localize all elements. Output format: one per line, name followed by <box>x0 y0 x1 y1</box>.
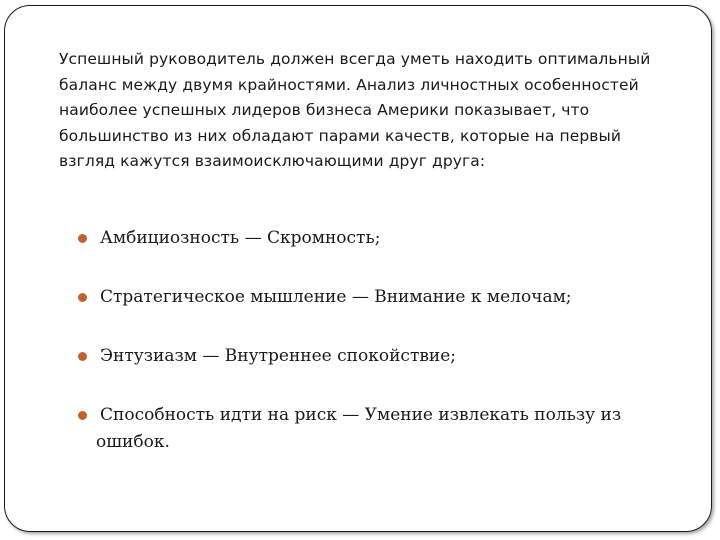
intro-line: наиболее успешных лидеров бизнеса Америки показывает, что <box>59 101 590 119</box>
bullet-dot-icon <box>78 234 87 243</box>
intro-line: Успешный руководитель должен всегда уметь находить оптимальный <box>59 50 651 68</box>
intro-line: баланс между двумя крайностями. Анализ личностных особенностей <box>59 75 639 94</box>
list-item <box>78 284 658 311</box>
bullet-dot-icon <box>78 293 87 302</box>
list-item-text: Стратегическое мышление — Внимание к мелочам; <box>100 287 572 307</box>
intro-line: взгляд кажутся взаимоисключающими друг друга: <box>59 152 486 170</box>
list-item <box>78 402 658 452</box>
list-item-text: Энтузиазм — Внутреннее спокойствие; <box>100 346 457 366</box>
list-item-text: Амбициозность — Скромность; <box>100 228 381 248</box>
intro-line: большинство из них обладают парами качеств, которые на первый <box>59 126 622 145</box>
bullet-dot-icon <box>78 352 87 361</box>
list-item-text: Способность идти на риск — Умение извлекать пользу из <box>100 405 622 425</box>
bullet-dot-icon <box>78 411 87 420</box>
list-item-text-continuation: ошибок. <box>96 432 170 452</box>
list-item <box>78 343 658 370</box>
intro-paragraph <box>59 47 679 175</box>
list-item <box>78 225 658 252</box>
